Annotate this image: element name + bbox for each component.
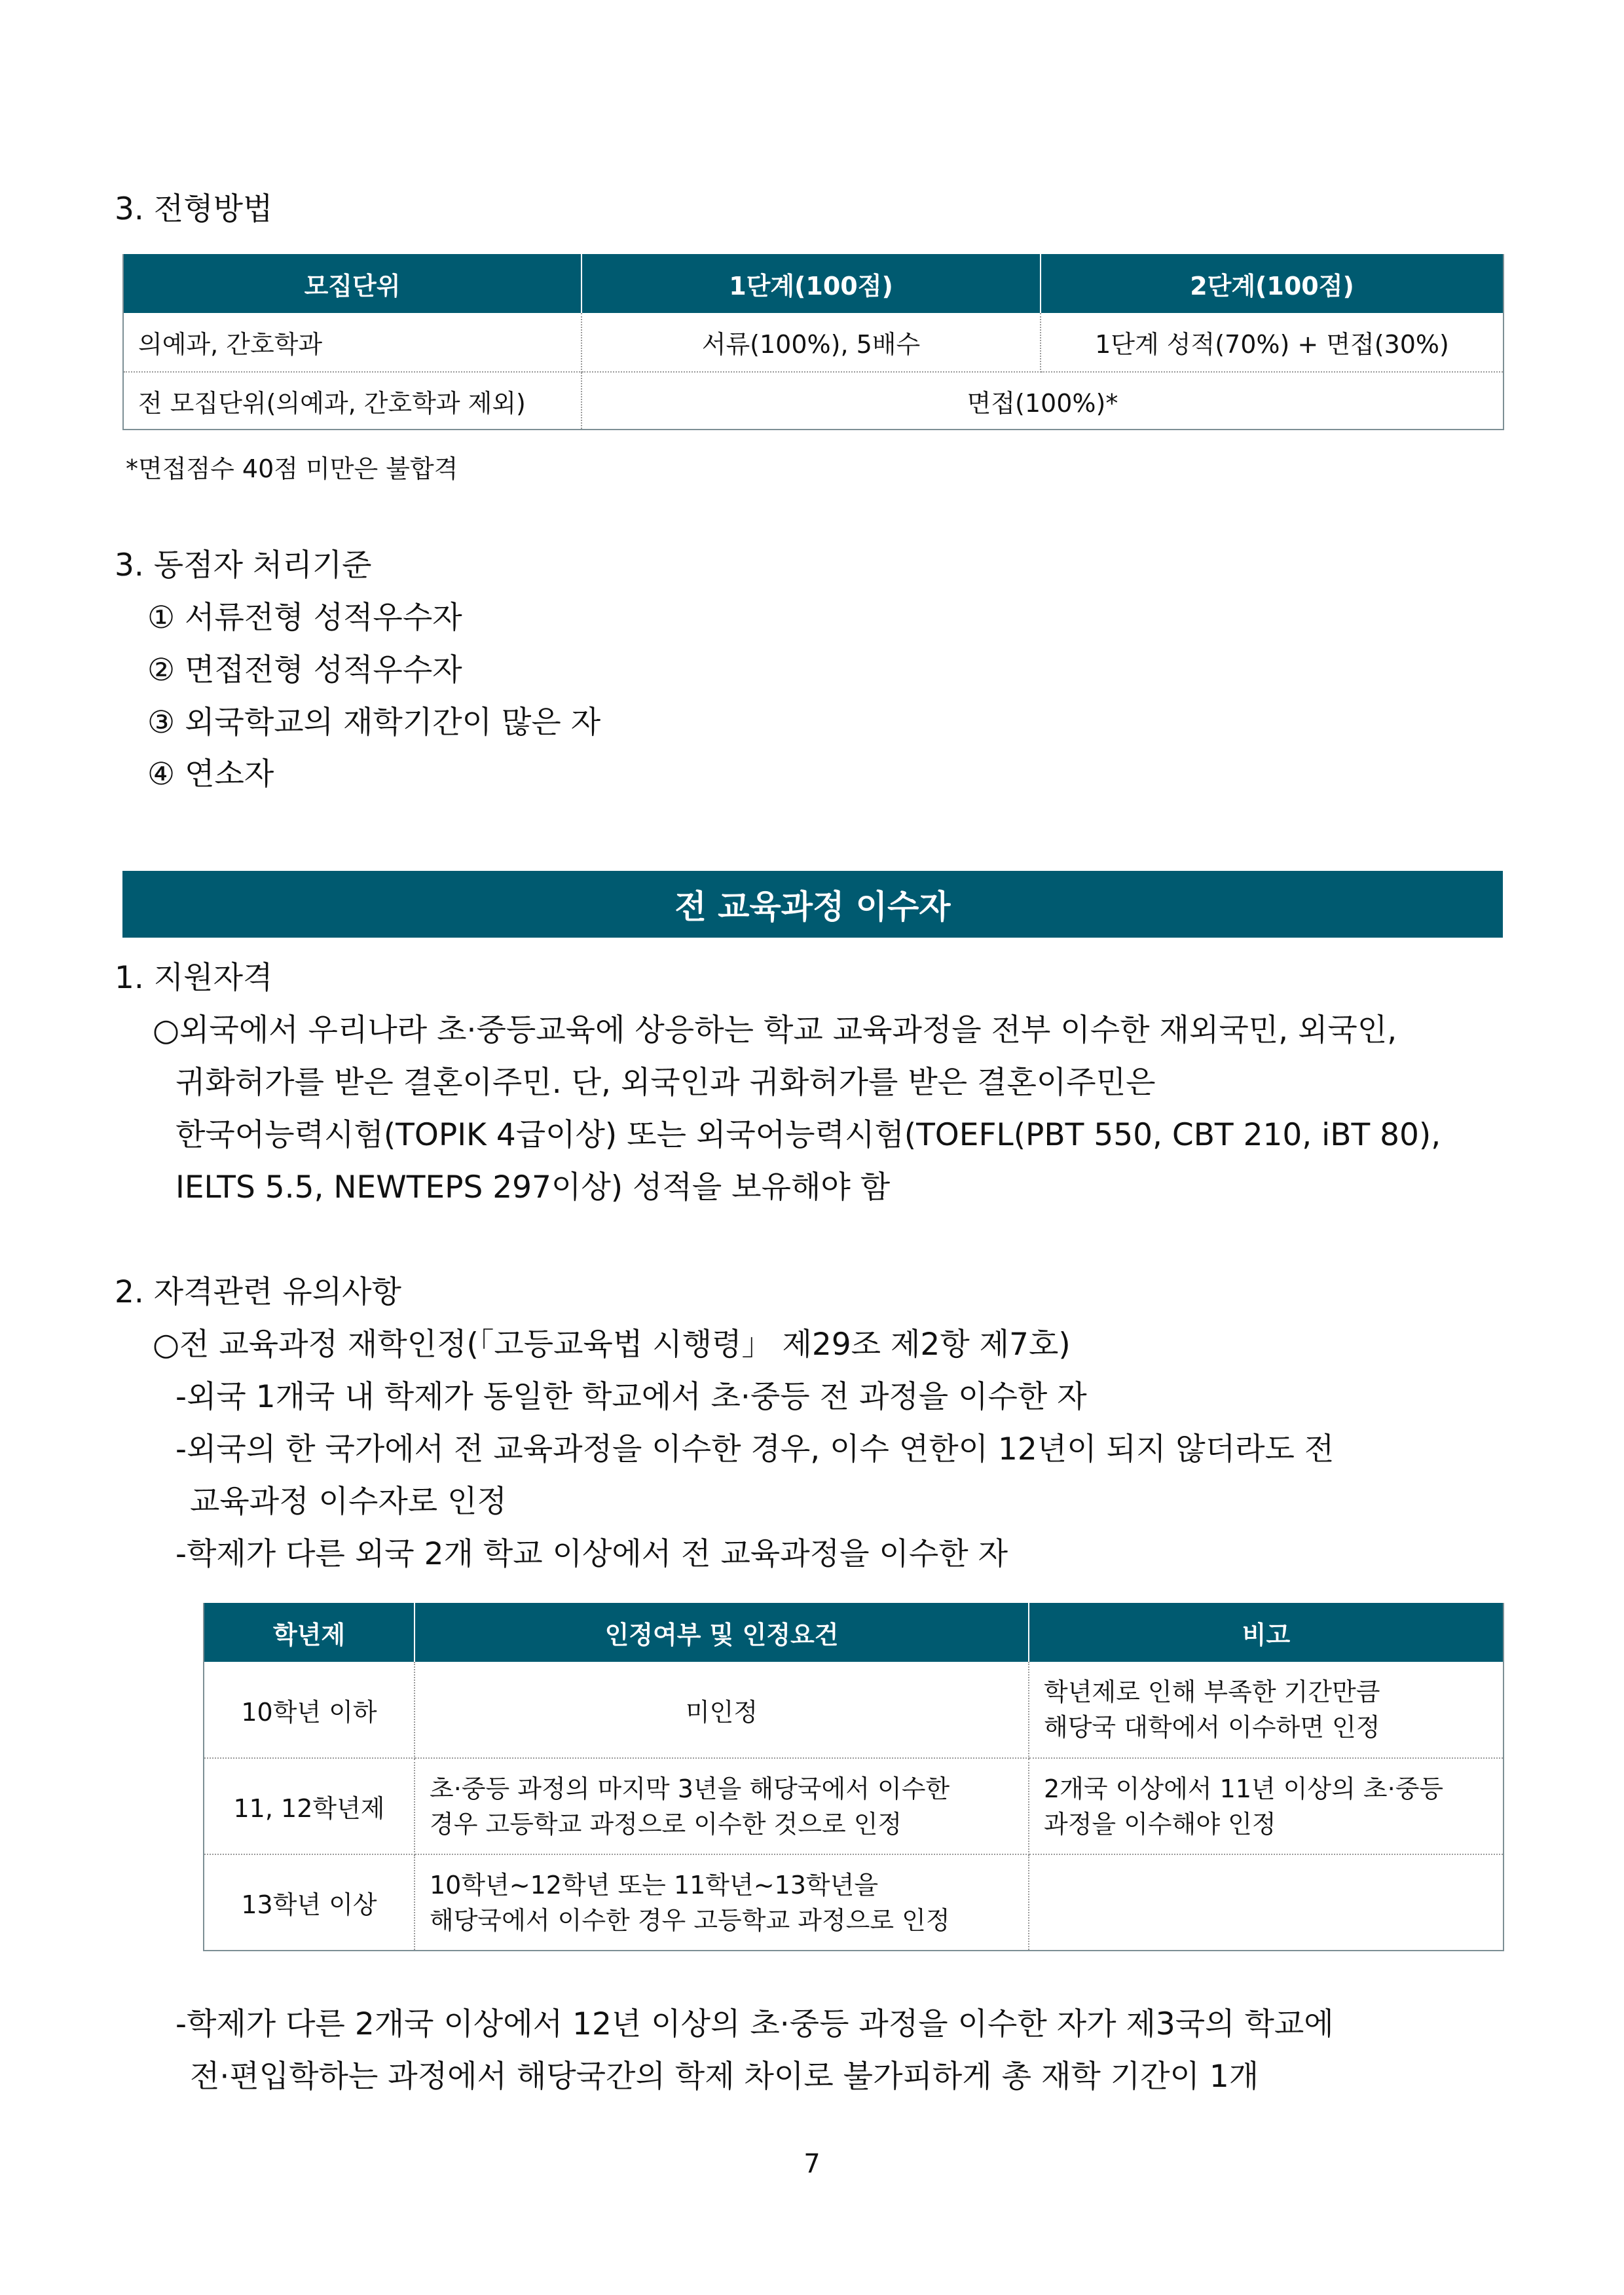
note-cell: [1029, 1662, 1504, 1758]
grade-system-table: [203, 1603, 1504, 1951]
cell-line: 10학년~12학년 또는 11학년~13학년을: [430, 1870, 879, 1900]
section-title-notes: 2. 자격관련 유의사항: [115, 1274, 401, 1310]
table-row: [123, 372, 1504, 430]
table-footnote: *면접점수 40점 미만은 불합격: [126, 454, 458, 483]
cell-line: 해당국에서 이수한 경우 고등학교 과정으로 인정: [430, 1905, 950, 1935]
table-header: 1단계(100점): [581, 254, 1041, 313]
grade-cell: 10학년 이하: [204, 1662, 415, 1758]
table-cell: 전 모집단위(의예과, 간호학과 제외): [123, 372, 581, 430]
cell-line: 초·중등 과정의 마지막 3년을 해당국에서 이수한: [430, 1774, 950, 1803]
table-cell: 서류(100%), 5배수: [581, 313, 1041, 372]
table-header: 학년제: [204, 1603, 415, 1662]
cell-line: 학년제로 인해 부족한 기간만큼: [1044, 1678, 1380, 1706]
paragraph-line: 한국어능력시험(TOPIK 4급이상) 또는 외국어능력시험(TOEFL(PBT 550, CBT 210, iBT 80),: [175, 1117, 1441, 1153]
page-number: 7: [803, 2149, 821, 2179]
cell-line: 2개국 이상에서 11년 이상의 초·중등: [1044, 1774, 1444, 1803]
paragraph-line: -외국 1개국 내 학제가 동일한 학교에서 초·중등 전 과정을 이수한 자: [175, 1379, 1087, 1415]
paragraph-line: 귀화허가를 받은 결혼이주민. 단, 외국인과 귀화허가를 받은 결혼이주민은: [175, 1065, 1156, 1101]
paragraph-line: 교육과정 이수자로 인정: [190, 1484, 507, 1520]
table-row: [204, 1758, 1504, 1854]
list-item: ① 서류전형 성적우수자: [147, 600, 462, 636]
paragraph-line: -학제가 다른 외국 2개 학교 이상에서 전 교육과정을 이수한 자: [175, 1536, 1008, 1572]
table-row: [123, 313, 1504, 372]
cell-line: 과정을 이수해야 인정: [1044, 1809, 1276, 1839]
table-cell: 1단계 성적(70%) + 면접(30%): [1041, 313, 1504, 372]
table-header: 모집단위: [123, 254, 581, 313]
note-cell: [1029, 1854, 1504, 1951]
paragraph-line: ○외국에서 우리나라 초·중등교육에 상응하는 학교 교육과정을 전부 이수한 재외국민, 외국인,: [153, 1012, 1397, 1048]
paragraph-line: ○전 교육과정 재학인정(「고등교육법 시행령」 제29조 제2항 제7호): [153, 1327, 1071, 1363]
cell-line: 경우 고등학교 과정으로 이수한 것으로 인정: [430, 1809, 902, 1839]
section-title-eligibility: 1. 지원자격: [115, 960, 273, 996]
section-banner: 전 교육과정 이수자: [122, 871, 1503, 938]
table-row: [204, 1662, 1504, 1758]
paragraph-line: IELTS 5.5, NEWTEPS 297이상) 성적을 보유해야 함: [175, 1169, 891, 1205]
requirement-cell: [415, 1758, 1029, 1854]
section-title-selection-method: 3. 전형방법: [115, 191, 273, 227]
requirement-cell: 미인정: [415, 1662, 1029, 1758]
selection-method-table: [122, 254, 1504, 430]
table-header: 2단계(100점): [1041, 254, 1504, 313]
note-cell: [1029, 1758, 1504, 1854]
grade-cell: 11, 12학년제: [204, 1758, 415, 1854]
list-item: ③ 외국학교의 재학기간이 많은 자: [147, 705, 601, 741]
table-cell: 의예과, 간호학과: [123, 313, 581, 372]
section-title-tie-break: 3. 동점자 처리기준: [115, 547, 372, 583]
grade-cell: 13학년 이상: [204, 1854, 415, 1951]
table-row: [204, 1854, 1504, 1951]
table-header: 비고: [1029, 1603, 1504, 1662]
requirement-cell: [415, 1854, 1029, 1951]
list-item: ④ 연소자: [147, 756, 274, 792]
paragraph-line: 전·편입학하는 과정에서 해당국간의 학제 차이로 불가피하게 총 재학 기간이 1개: [190, 2059, 1259, 2095]
cell-line: 해당국 대학에서 이수하면 인정: [1044, 1713, 1380, 1742]
list-item: ② 면접전형 성적우수자: [147, 652, 462, 688]
table-cell: 면접(100%)*: [967, 388, 1118, 418]
paragraph-line: -학제가 다른 2개국 이상에서 12년 이상의 초·중등 과정을 이수한 자가 제3국의 학교에: [175, 2006, 1334, 2042]
table-header: 인정여부 및 인정요건: [415, 1603, 1029, 1662]
paragraph-line: -외국의 한 국가에서 전 교육과정을 이수한 경우, 이수 연한이 12년이 되지 않더라도 전: [175, 1431, 1335, 1467]
